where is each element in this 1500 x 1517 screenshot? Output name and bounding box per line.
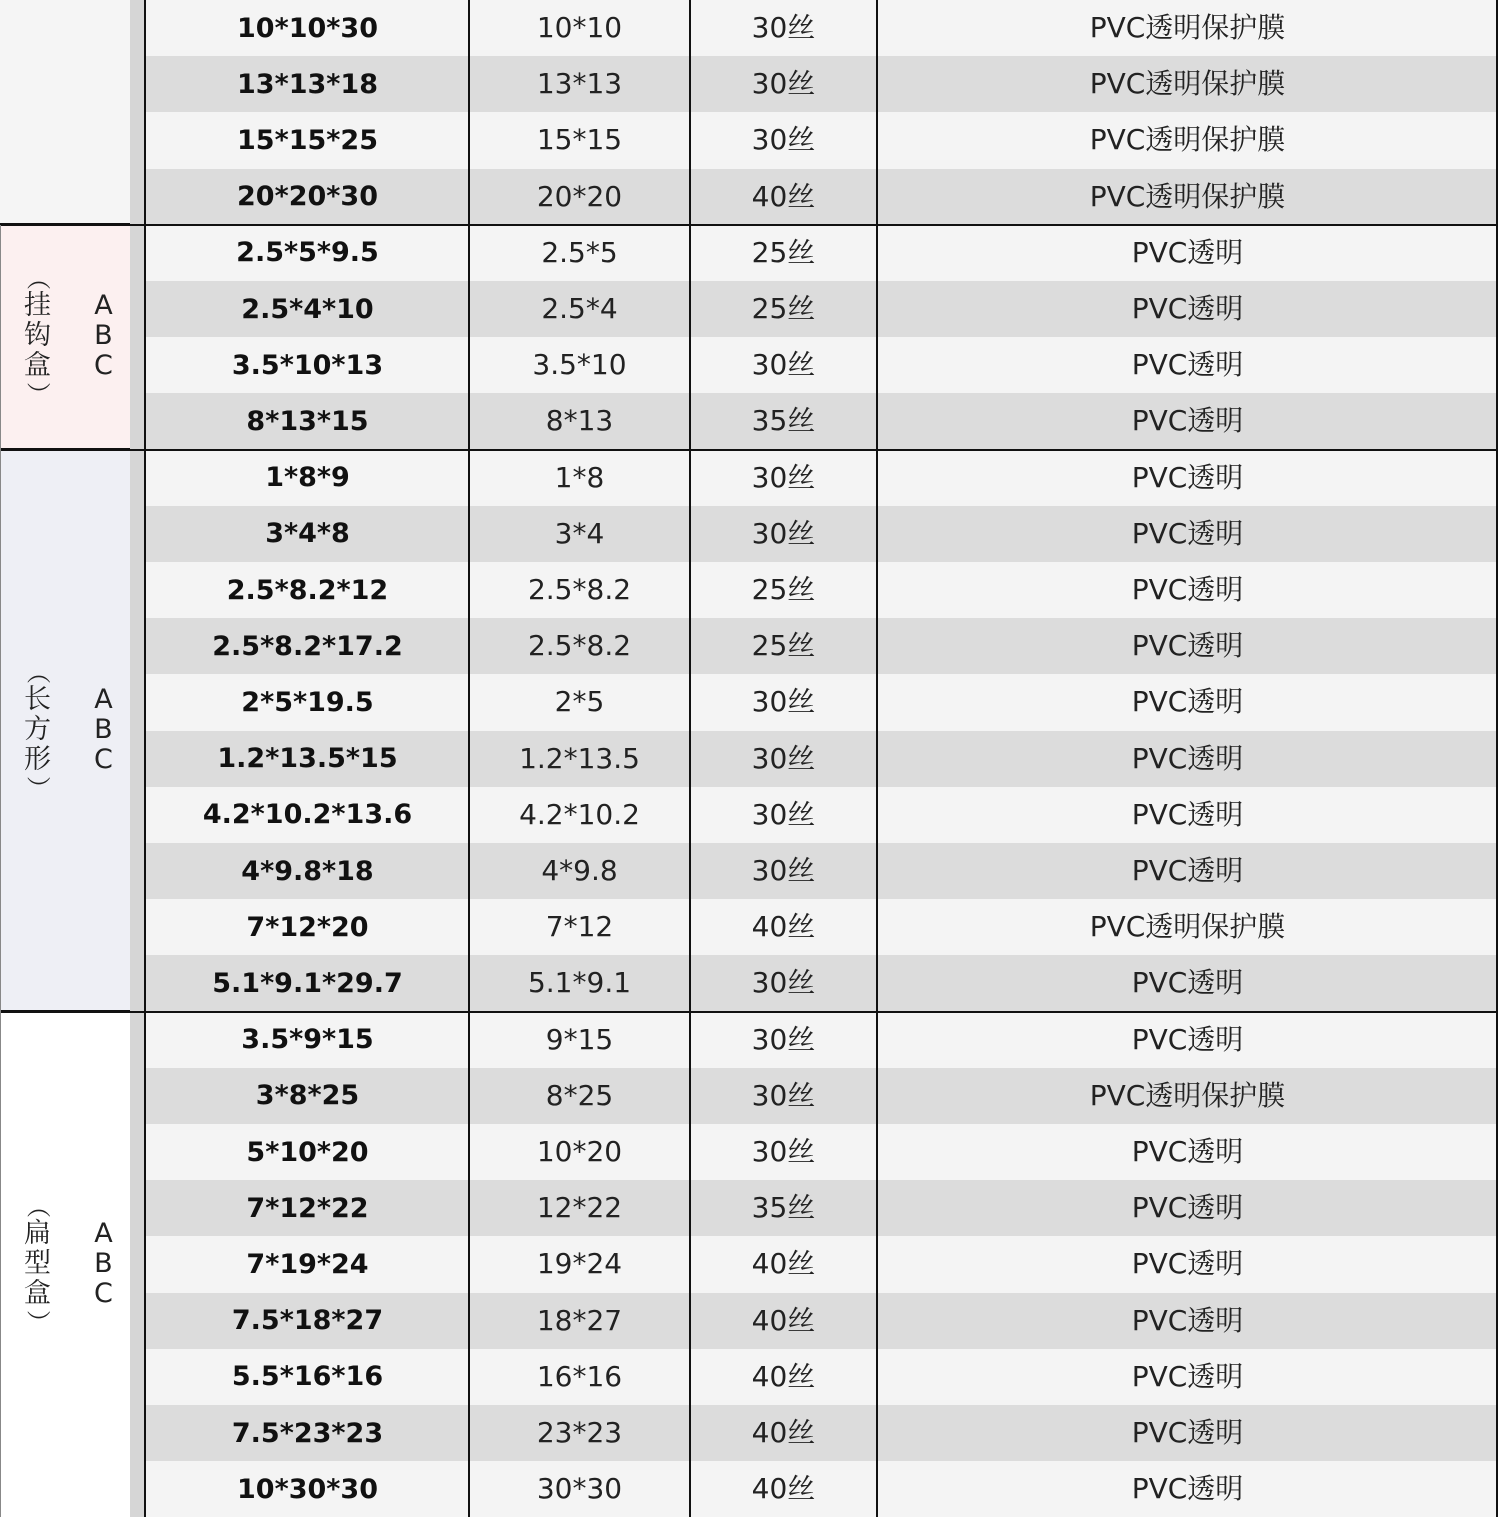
column-divider-line: [144, 0, 146, 1517]
inner-size-cell: 10*10: [536, 11, 623, 45]
inner-size-cell: 2.5*4: [541, 292, 618, 326]
inner-size-cell: 4.2*10.2: [519, 797, 640, 831]
table-row: [146, 0, 1498, 56]
size-cell: 2*5*19.5: [241, 686, 374, 718]
thickness-cell: 30丝: [751, 1022, 816, 1056]
category-top: [0, 0, 130, 225]
material-cell: PVC透明: [1131, 1247, 1244, 1281]
thickness-cell: 40丝: [751, 1359, 816, 1393]
inner-size-cell: 12*22: [536, 1191, 623, 1225]
thickness-cell: 40丝: [751, 1416, 816, 1450]
table-row: [146, 169, 1498, 225]
category-label: （ 长 方 形 ）: [23, 659, 52, 800]
material-cell: PVC透明: [1131, 516, 1244, 550]
inner-size-cell: 4*9.8: [541, 854, 618, 888]
inner-size-cell: 8*25: [545, 1078, 614, 1112]
size-cell: 7.5*18*27: [231, 1305, 384, 1337]
thickness-cell: 30丝: [751, 966, 816, 1000]
table-row: [146, 112, 1498, 168]
size-cell: 1*8*9: [265, 462, 350, 494]
inner-size-cell: 2*5: [554, 685, 605, 719]
material-cell: PVC透明: [1131, 1191, 1244, 1225]
size-cell: 7*12*20: [246, 911, 369, 943]
inner-size-cell: 1.2*13.5: [519, 741, 640, 775]
size-cell: 10*30*30: [237, 1473, 378, 1505]
inner-size-cell: 3*4: [554, 516, 605, 550]
thickness-cell: 35丝: [751, 404, 816, 438]
inner-size-cell: 8*13: [545, 404, 614, 438]
inner-size-cell: 30*30: [536, 1472, 623, 1506]
category-divider-line: [0, 224, 1498, 226]
inner-size-cell: 23*23: [536, 1416, 623, 1450]
inner-size-cell: 9*15: [545, 1022, 614, 1056]
material-cell: PVC透明: [1131, 1416, 1244, 1450]
table-row: [146, 1349, 1498, 1405]
table-row: [146, 450, 1498, 506]
column-divider-line: [876, 0, 878, 1517]
category-flat-box: [0, 1012, 130, 1517]
table-row: [146, 843, 1498, 899]
size-cell: 5.5*16*16: [231, 1361, 384, 1393]
inner-size-cell: 5.1*9.1: [527, 966, 632, 1000]
size-cell: 2.5*8.2*12: [226, 574, 389, 606]
inner-size-cell: 7*12: [545, 910, 614, 944]
size-cell: 3*8*25: [255, 1080, 360, 1112]
thickness-cell: 40丝: [751, 179, 816, 213]
table-row: [146, 225, 1498, 281]
category-divider-line: [0, 449, 1498, 451]
material-cell: PVC透明: [1131, 1359, 1244, 1393]
thickness-cell: 40丝: [751, 1247, 816, 1281]
thickness-cell: 40丝: [751, 910, 816, 944]
thickness-cell: 30丝: [751, 741, 816, 775]
table-row: [146, 1461, 1498, 1517]
table-row: [146, 281, 1498, 337]
table-row: [146, 1012, 1498, 1068]
material-cell: PVC透明: [1131, 1135, 1244, 1169]
table-row: [146, 1068, 1498, 1124]
left-border-line: [0, 225, 1, 1517]
table-row: [146, 562, 1498, 618]
inner-size-cell: 3.5*10: [532, 348, 627, 382]
size-cell: 5.1*9.1*29.7: [212, 967, 403, 999]
column-divider-line: [468, 0, 470, 1517]
inner-size-cell: 10*20: [536, 1135, 623, 1169]
thickness-cell: 30丝: [751, 1135, 816, 1169]
table-row: [146, 955, 1498, 1011]
size-cell: 13*13*18: [237, 68, 378, 100]
size-cell: 3*4*8: [265, 518, 350, 550]
material-cell: PVC透明保护膜: [1089, 11, 1286, 45]
table-row: [146, 337, 1498, 393]
table-row: [146, 1236, 1498, 1292]
size-cell: 2.5*5*9.5: [236, 237, 379, 269]
spec-table-body: [146, 0, 1498, 1517]
material-cell: PVC透明保护膜: [1089, 179, 1286, 213]
material-cell: PVC透明: [1131, 854, 1244, 888]
thickness-cell: 30丝: [751, 348, 816, 382]
material-cell: PVC透明保护膜: [1089, 67, 1286, 101]
material-cell: PVC透明: [1131, 629, 1244, 663]
inner-size-cell: 13*13: [536, 67, 623, 101]
material-cell: PVC透明: [1131, 460, 1244, 494]
inner-size-cell: 1*8: [554, 460, 605, 494]
table-row: [146, 787, 1498, 843]
material-cell: PVC透明: [1131, 741, 1244, 775]
size-cell: 3.5*10*13: [231, 349, 384, 381]
material-cell: PVC透明: [1131, 235, 1244, 269]
thickness-cell: 30丝: [751, 854, 816, 888]
size-cell: 7.5*23*23: [231, 1417, 384, 1449]
inner-size-cell: 2.5*5: [541, 235, 618, 269]
size-cell: 10*10*30: [237, 12, 378, 44]
material-cell: PVC透明: [1131, 348, 1244, 382]
material-cell: PVC透明: [1131, 685, 1244, 719]
inner-size-cell: 16*16: [536, 1359, 623, 1393]
size-cell: 3.5*9*15: [241, 1024, 374, 1056]
size-cell: 2.5*8.2*17.2: [212, 630, 403, 662]
category-abc-label: A B C: [94, 1218, 113, 1310]
inner-size-cell: 19*24: [536, 1247, 623, 1281]
table-row: [146, 506, 1498, 562]
category-hook-box: [0, 225, 130, 450]
size-cell: 8*13*15: [246, 405, 369, 437]
size-cell: 15*15*25: [237, 124, 378, 156]
column-divider-line: [1496, 0, 1498, 1517]
thickness-cell: 35丝: [751, 1191, 816, 1225]
thickness-cell: 30丝: [751, 11, 816, 45]
material-cell: PVC透明: [1131, 1472, 1244, 1506]
table-row: [146, 1293, 1498, 1349]
inner-size-cell: 18*27: [536, 1303, 623, 1337]
thickness-cell: 30丝: [751, 1078, 816, 1112]
material-cell: PVC透明: [1131, 404, 1244, 438]
material-cell: PVC透明: [1131, 1022, 1244, 1056]
category-abc-label: A B C: [94, 290, 113, 382]
material-cell: PVC透明保护膜: [1089, 123, 1286, 157]
material-cell: PVC透明: [1131, 292, 1244, 326]
table-row: [146, 1180, 1498, 1236]
table-row: [146, 1124, 1498, 1180]
column-divider-line: [689, 0, 691, 1517]
table-row: [146, 618, 1498, 674]
size-cell: 20*20*30: [237, 181, 378, 213]
category-label: （ 扁 型 盒 ）: [23, 1194, 52, 1335]
thickness-cell: 25丝: [751, 235, 816, 269]
thickness-cell: 40丝: [751, 1472, 816, 1506]
table-row: [146, 899, 1498, 955]
table-row: [146, 56, 1498, 112]
material-cell: PVC透明: [1131, 1303, 1244, 1337]
material-cell: PVC透明: [1131, 573, 1244, 607]
category-abc-label: A B C: [94, 683, 113, 775]
material-cell: PVC透明保护膜: [1089, 910, 1286, 944]
thickness-cell: 25丝: [751, 629, 816, 663]
table-row: [146, 1405, 1498, 1461]
size-cell: 7*19*24: [246, 1248, 369, 1280]
thickness-cell: 30丝: [751, 67, 816, 101]
inner-size-cell: 20*20: [536, 179, 623, 213]
thickness-cell: 30丝: [751, 685, 816, 719]
table-row: [146, 731, 1498, 787]
size-cell: 2.5*4*10: [241, 293, 374, 325]
category-divider-line: [0, 1011, 1498, 1013]
thickness-cell: 30丝: [751, 516, 816, 550]
thickness-cell: 30丝: [751, 460, 816, 494]
material-cell: PVC透明: [1131, 966, 1244, 1000]
category-rectangle: [0, 450, 130, 1012]
table-row: [146, 674, 1498, 730]
inner-size-cell: 15*15: [536, 123, 623, 157]
size-cell: 5*10*20: [246, 1136, 369, 1168]
material-cell: PVC透明保护膜: [1089, 1078, 1286, 1112]
size-cell: 4.2*10.2*13.6: [202, 799, 413, 831]
inner-size-cell: 2.5*8.2: [527, 629, 632, 663]
thickness-cell: 40丝: [751, 1303, 816, 1337]
size-cell: 7*12*22: [246, 1192, 369, 1224]
size-cell: 1.2*13.5*15: [217, 743, 398, 775]
table-row: [146, 393, 1498, 449]
material-cell: PVC透明: [1131, 797, 1244, 831]
thickness-cell: 25丝: [751, 573, 816, 607]
inner-size-cell: 2.5*8.2: [527, 573, 632, 607]
thickness-cell: 25丝: [751, 292, 816, 326]
thickness-cell: 30丝: [751, 123, 816, 157]
thickness-cell: 30丝: [751, 797, 816, 831]
size-cell: 4*9.8*18: [241, 855, 374, 887]
category-label: （ 挂 钩 盒 ）: [23, 266, 52, 407]
